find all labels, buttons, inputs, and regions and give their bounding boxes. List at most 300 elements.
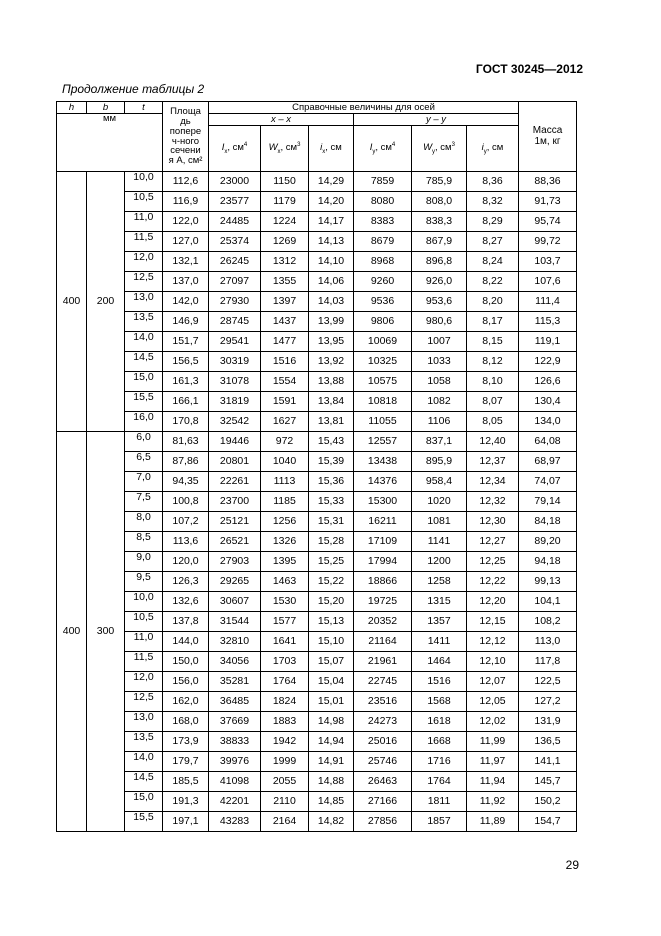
value-cell: 1106 bbox=[412, 412, 467, 432]
thickness-cell: 7,5 bbox=[125, 492, 163, 512]
value-cell: 1764 bbox=[412, 772, 467, 792]
value-cell: 1641 bbox=[261, 632, 309, 652]
thickness-cell: 14,0 bbox=[125, 752, 163, 772]
header-units: мм bbox=[57, 114, 163, 172]
value-cell: 23516 bbox=[354, 692, 412, 712]
value-cell: 31819 bbox=[209, 392, 261, 412]
value-cell: 8,29 bbox=[467, 212, 519, 232]
thickness-cell: 11,0 bbox=[125, 632, 163, 652]
value-cell: 29265 bbox=[209, 572, 261, 592]
value-cell: 2055 bbox=[261, 772, 309, 792]
table-row bbox=[57, 172, 577, 192]
value-cell: 972 bbox=[261, 432, 309, 452]
value-cell: 13,84 bbox=[309, 392, 354, 412]
thickness-cell: 10,0 bbox=[125, 592, 163, 612]
table-row bbox=[57, 292, 577, 312]
value-cell: 1326 bbox=[261, 532, 309, 552]
table-caption: Продолжение таблицы 2 bbox=[62, 82, 205, 96]
table-row bbox=[57, 792, 577, 812]
value-cell: 26521 bbox=[209, 532, 261, 552]
value-cell: 1397 bbox=[261, 292, 309, 312]
value-cell: 14,91 bbox=[309, 752, 354, 772]
value-cell: 12,15 bbox=[467, 612, 519, 632]
table-row bbox=[57, 332, 577, 352]
value-cell: 27903 bbox=[209, 552, 261, 572]
value-cell: 122,5 bbox=[519, 672, 577, 692]
value-cell: 1185 bbox=[261, 492, 309, 512]
thickness-cell: 8,0 bbox=[125, 512, 163, 532]
value-cell: 1224 bbox=[261, 212, 309, 232]
value-cell: 26245 bbox=[209, 252, 261, 272]
value-cell: 122,0 bbox=[163, 212, 209, 232]
value-cell: 1942 bbox=[261, 732, 309, 752]
value-cell: 127,0 bbox=[163, 232, 209, 252]
value-cell: 2110 bbox=[261, 792, 309, 812]
value-cell: 958,4 bbox=[412, 472, 467, 492]
value-cell: 1315 bbox=[412, 592, 467, 612]
value-cell: 1999 bbox=[261, 752, 309, 772]
value-cell: 10818 bbox=[354, 392, 412, 412]
value-cell: 25374 bbox=[209, 232, 261, 252]
header-axis-x: x – x bbox=[209, 114, 354, 126]
value-cell: 10325 bbox=[354, 352, 412, 372]
value-cell: 27166 bbox=[354, 792, 412, 812]
value-cell: 14,03 bbox=[309, 292, 354, 312]
value-cell: 13,92 bbox=[309, 352, 354, 372]
table-row bbox=[57, 652, 577, 672]
value-cell: 8,15 bbox=[467, 332, 519, 352]
value-cell: 980,6 bbox=[412, 312, 467, 332]
table-block-400x200 bbox=[57, 172, 577, 432]
value-cell: 32542 bbox=[209, 412, 261, 432]
value-cell: 104,1 bbox=[519, 592, 577, 612]
value-cell: 29541 bbox=[209, 332, 261, 352]
value-cell: 15,13 bbox=[309, 612, 354, 632]
thickness-cell: 12,5 bbox=[125, 692, 163, 712]
table-row bbox=[57, 712, 577, 732]
value-cell: 15,04 bbox=[309, 672, 354, 692]
value-cell: 30607 bbox=[209, 592, 261, 612]
value-cell: 15,01 bbox=[309, 692, 354, 712]
value-cell: 89,20 bbox=[519, 532, 577, 552]
thickness-cell: 12,0 bbox=[125, 672, 163, 692]
value-cell: 14,98 bbox=[309, 712, 354, 732]
value-cell: 19446 bbox=[209, 432, 261, 452]
thickness-cell: 11,5 bbox=[125, 652, 163, 672]
value-cell: 8,17 bbox=[467, 312, 519, 332]
value-cell: 1764 bbox=[261, 672, 309, 692]
value-cell: 166,1 bbox=[163, 392, 209, 412]
value-cell: 1618 bbox=[412, 712, 467, 732]
table-row bbox=[57, 352, 577, 372]
value-cell: 108,2 bbox=[519, 612, 577, 632]
value-cell: 150,0 bbox=[163, 652, 209, 672]
header-axis-y: y – y bbox=[354, 114, 519, 126]
value-cell: 1081 bbox=[412, 512, 467, 532]
value-cell: 34056 bbox=[209, 652, 261, 672]
value-cell: 37669 bbox=[209, 712, 261, 732]
value-cell: 14,06 bbox=[309, 272, 354, 292]
value-cell: 12,12 bbox=[467, 632, 519, 652]
value-cell: 12,07 bbox=[467, 672, 519, 692]
value-cell: 926,0 bbox=[412, 272, 467, 292]
table-row bbox=[57, 452, 577, 472]
value-cell: 8,05 bbox=[467, 412, 519, 432]
table-row bbox=[57, 812, 577, 832]
value-cell: 785,9 bbox=[412, 172, 467, 192]
value-cell: 43283 bbox=[209, 812, 261, 832]
value-cell: 12557 bbox=[354, 432, 412, 452]
value-cell: 23700 bbox=[209, 492, 261, 512]
value-cell: 91,73 bbox=[519, 192, 577, 212]
table-row bbox=[57, 692, 577, 712]
value-cell: 12,40 bbox=[467, 432, 519, 452]
value-cell: 15,20 bbox=[309, 592, 354, 612]
value-cell: 179,7 bbox=[163, 752, 209, 772]
value-cell: 154,7 bbox=[519, 812, 577, 832]
thickness-cell: 11,5 bbox=[125, 232, 163, 252]
value-cell: 27856 bbox=[354, 812, 412, 832]
table-row bbox=[57, 512, 577, 532]
header-area: Площа дь попере ч-ного сечени я A, см² bbox=[163, 102, 209, 172]
value-cell: 11,99 bbox=[467, 732, 519, 752]
value-cell: 15,28 bbox=[309, 532, 354, 552]
value-cell: 2164 bbox=[261, 812, 309, 832]
value-cell: 173,9 bbox=[163, 732, 209, 752]
value-cell: 1811 bbox=[412, 792, 467, 812]
value-cell: 953,6 bbox=[412, 292, 467, 312]
value-cell: 1058 bbox=[412, 372, 467, 392]
value-cell: 14,13 bbox=[309, 232, 354, 252]
value-cell: 42201 bbox=[209, 792, 261, 812]
value-cell: 41098 bbox=[209, 772, 261, 792]
thickness-cell: 10,0 bbox=[125, 172, 163, 192]
value-cell: 8383 bbox=[354, 212, 412, 232]
table-row bbox=[57, 552, 577, 572]
value-cell: 156,0 bbox=[163, 672, 209, 692]
value-cell: 13,88 bbox=[309, 372, 354, 392]
value-cell: 99,13 bbox=[519, 572, 577, 592]
value-cell: 1411 bbox=[412, 632, 467, 652]
thickness-cell: 15,0 bbox=[125, 792, 163, 812]
value-cell: 11055 bbox=[354, 412, 412, 432]
value-cell: 12,37 bbox=[467, 452, 519, 472]
value-cell: 1437 bbox=[261, 312, 309, 332]
value-cell: 119,1 bbox=[519, 332, 577, 352]
value-cell: 146,9 bbox=[163, 312, 209, 332]
value-cell: 1395 bbox=[261, 552, 309, 572]
value-cell: 168,0 bbox=[163, 712, 209, 732]
value-cell: 1824 bbox=[261, 692, 309, 712]
value-cell: 9806 bbox=[354, 312, 412, 332]
value-cell: 94,35 bbox=[163, 472, 209, 492]
value-cell: 14376 bbox=[354, 472, 412, 492]
value-cell: 15,43 bbox=[309, 432, 354, 452]
value-cell: 111,4 bbox=[519, 292, 577, 312]
value-cell: 87,86 bbox=[163, 452, 209, 472]
value-cell: 12,34 bbox=[467, 472, 519, 492]
group-b-value: 300 bbox=[87, 432, 125, 832]
table-row bbox=[57, 192, 577, 212]
value-cell: 8,27 bbox=[467, 232, 519, 252]
value-cell: 22261 bbox=[209, 472, 261, 492]
value-cell: 197,1 bbox=[163, 812, 209, 832]
table-row bbox=[57, 752, 577, 772]
value-cell: 12,05 bbox=[467, 692, 519, 712]
value-cell: 1703 bbox=[261, 652, 309, 672]
value-cell: 14,85 bbox=[309, 792, 354, 812]
value-cell: 150,2 bbox=[519, 792, 577, 812]
value-cell: 15,31 bbox=[309, 512, 354, 532]
value-cell: 11,92 bbox=[467, 792, 519, 812]
value-cell: 1179 bbox=[261, 192, 309, 212]
value-cell: 14,20 bbox=[309, 192, 354, 212]
value-cell: 28745 bbox=[209, 312, 261, 332]
value-cell: 8,20 bbox=[467, 292, 519, 312]
thickness-cell: 14,0 bbox=[125, 332, 163, 352]
value-cell: 84,18 bbox=[519, 512, 577, 532]
value-cell: 1033 bbox=[412, 352, 467, 372]
value-cell: 8,22 bbox=[467, 272, 519, 292]
table-block-400x300 bbox=[57, 432, 577, 832]
value-cell: 12,02 bbox=[467, 712, 519, 732]
value-cell: 11,97 bbox=[467, 752, 519, 772]
value-cell: 170,8 bbox=[163, 412, 209, 432]
thickness-cell: 12,5 bbox=[125, 272, 163, 292]
table-row bbox=[57, 232, 577, 252]
value-cell: 126,6 bbox=[519, 372, 577, 392]
value-cell: 16211 bbox=[354, 512, 412, 532]
table-row bbox=[57, 312, 577, 332]
thickness-cell: 10,5 bbox=[125, 192, 163, 212]
group-h-value: 400 bbox=[57, 432, 87, 832]
value-cell: 17994 bbox=[354, 552, 412, 572]
value-cell: 1668 bbox=[412, 732, 467, 752]
value-cell: 14,88 bbox=[309, 772, 354, 792]
table-row bbox=[57, 592, 577, 612]
value-cell: 24485 bbox=[209, 212, 261, 232]
value-cell: 1857 bbox=[412, 812, 467, 832]
value-cell: 21164 bbox=[354, 632, 412, 652]
value-cell: 8080 bbox=[354, 192, 412, 212]
table-row bbox=[57, 412, 577, 432]
value-cell: 12,25 bbox=[467, 552, 519, 572]
value-cell: 1477 bbox=[261, 332, 309, 352]
value-cell: 112,6 bbox=[163, 172, 209, 192]
value-cell: 12,27 bbox=[467, 532, 519, 552]
value-cell: 1141 bbox=[412, 532, 467, 552]
table-row bbox=[57, 612, 577, 632]
value-cell: 134,0 bbox=[519, 412, 577, 432]
value-cell: 8,24 bbox=[467, 252, 519, 272]
header-reference-values: Справочные величины для осей bbox=[209, 102, 519, 114]
value-cell: 8,07 bbox=[467, 392, 519, 412]
value-cell: 25746 bbox=[354, 752, 412, 772]
value-cell: 896,8 bbox=[412, 252, 467, 272]
value-cell: 81,63 bbox=[163, 432, 209, 452]
value-cell: 8,12 bbox=[467, 352, 519, 372]
value-cell: 23577 bbox=[209, 192, 261, 212]
value-cell: 27930 bbox=[209, 292, 261, 312]
value-cell: 15,36 bbox=[309, 472, 354, 492]
value-cell: 8,36 bbox=[467, 172, 519, 192]
value-cell: 144,0 bbox=[163, 632, 209, 652]
thickness-cell: 8,5 bbox=[125, 532, 163, 552]
value-cell: 13438 bbox=[354, 452, 412, 472]
value-cell: 1716 bbox=[412, 752, 467, 772]
table-row bbox=[57, 492, 577, 512]
value-cell: 10069 bbox=[354, 332, 412, 352]
value-cell: 24273 bbox=[354, 712, 412, 732]
value-cell: 131,9 bbox=[519, 712, 577, 732]
value-cell: 64,08 bbox=[519, 432, 577, 452]
table-row bbox=[57, 672, 577, 692]
value-cell: 31544 bbox=[209, 612, 261, 632]
header-b: b bbox=[87, 102, 125, 114]
value-cell: 1200 bbox=[412, 552, 467, 572]
value-cell: 1464 bbox=[412, 652, 467, 672]
header-h: h bbox=[57, 102, 87, 114]
table-row bbox=[57, 272, 577, 292]
value-cell: 15,33 bbox=[309, 492, 354, 512]
value-cell: 12,20 bbox=[467, 592, 519, 612]
value-cell: 68,97 bbox=[519, 452, 577, 472]
value-cell: 32810 bbox=[209, 632, 261, 652]
value-cell: 11,94 bbox=[467, 772, 519, 792]
value-cell: 145,7 bbox=[519, 772, 577, 792]
value-cell: 22745 bbox=[354, 672, 412, 692]
value-cell: 19725 bbox=[354, 592, 412, 612]
value-cell: 1568 bbox=[412, 692, 467, 712]
table-row bbox=[57, 252, 577, 272]
thickness-cell: 6,5 bbox=[125, 452, 163, 472]
value-cell: 20352 bbox=[354, 612, 412, 632]
thickness-cell: 9,5 bbox=[125, 572, 163, 592]
value-cell: 151,7 bbox=[163, 332, 209, 352]
value-cell: 117,8 bbox=[519, 652, 577, 672]
value-cell: 113,6 bbox=[163, 532, 209, 552]
value-cell: 162,0 bbox=[163, 692, 209, 712]
value-cell: 141,1 bbox=[519, 752, 577, 772]
value-cell: 36485 bbox=[209, 692, 261, 712]
value-cell: 116,9 bbox=[163, 192, 209, 212]
document-code: ГОСТ 30245—2012 bbox=[475, 62, 583, 76]
value-cell: 156,5 bbox=[163, 352, 209, 372]
table-row bbox=[57, 212, 577, 232]
page-number: 29 bbox=[565, 858, 579, 872]
thickness-cell: 10,5 bbox=[125, 612, 163, 632]
value-cell: 21961 bbox=[354, 652, 412, 672]
thickness-cell: 13,5 bbox=[125, 312, 163, 332]
value-cell: 1463 bbox=[261, 572, 309, 592]
table-row bbox=[57, 572, 577, 592]
value-cell: 14,82 bbox=[309, 812, 354, 832]
value-cell: 107,6 bbox=[519, 272, 577, 292]
value-cell: 18866 bbox=[354, 572, 412, 592]
thickness-cell: 11,0 bbox=[125, 212, 163, 232]
header-Ix: $I_x$, $см^4$ bbox=[209, 126, 261, 172]
value-cell: 15,10 bbox=[309, 632, 354, 652]
value-cell: 15,25 bbox=[309, 552, 354, 572]
table-row bbox=[57, 392, 577, 412]
thickness-cell: 9,0 bbox=[125, 552, 163, 572]
table-row bbox=[57, 372, 577, 392]
value-cell: 132,1 bbox=[163, 252, 209, 272]
value-cell: 1516 bbox=[412, 672, 467, 692]
value-cell: 126,3 bbox=[163, 572, 209, 592]
value-cell: 10575 bbox=[354, 372, 412, 392]
value-cell: 8,10 bbox=[467, 372, 519, 392]
value-cell: 1357 bbox=[412, 612, 467, 632]
value-cell: 113,0 bbox=[519, 632, 577, 652]
value-cell: 12,32 bbox=[467, 492, 519, 512]
value-cell: 15,07 bbox=[309, 652, 354, 672]
value-cell: 15300 bbox=[354, 492, 412, 512]
value-cell: 107,2 bbox=[163, 512, 209, 532]
value-cell: 1040 bbox=[261, 452, 309, 472]
value-cell: 95,74 bbox=[519, 212, 577, 232]
value-cell: 25016 bbox=[354, 732, 412, 752]
value-cell: 1113 bbox=[261, 472, 309, 492]
value-cell: 26463 bbox=[354, 772, 412, 792]
group-b-value: 200 bbox=[87, 172, 125, 432]
value-cell: 1312 bbox=[261, 252, 309, 272]
thickness-cell: 13,0 bbox=[125, 292, 163, 312]
value-cell: 1355 bbox=[261, 272, 309, 292]
header-Wy: $W_y$, $см^3$ bbox=[412, 126, 467, 172]
value-cell: 35281 bbox=[209, 672, 261, 692]
value-cell: 31078 bbox=[209, 372, 261, 392]
value-cell: 8679 bbox=[354, 232, 412, 252]
value-cell: 79,14 bbox=[519, 492, 577, 512]
value-cell: 30319 bbox=[209, 352, 261, 372]
value-cell: 136,5 bbox=[519, 732, 577, 752]
thickness-cell: 13,0 bbox=[125, 712, 163, 732]
table-row bbox=[57, 472, 577, 492]
value-cell: 1883 bbox=[261, 712, 309, 732]
value-cell: 99,72 bbox=[519, 232, 577, 252]
value-cell: 115,3 bbox=[519, 312, 577, 332]
header-mass: Масса 1м, кг bbox=[519, 102, 577, 172]
value-cell: 14,94 bbox=[309, 732, 354, 752]
value-cell: 1007 bbox=[412, 332, 467, 352]
value-cell: 12,10 bbox=[467, 652, 519, 672]
value-cell: 103,7 bbox=[519, 252, 577, 272]
value-cell: 1020 bbox=[412, 492, 467, 512]
value-cell: 14,17 bbox=[309, 212, 354, 232]
value-cell: 88,36 bbox=[519, 172, 577, 192]
table-row bbox=[57, 732, 577, 752]
value-cell: 13,81 bbox=[309, 412, 354, 432]
value-cell: 13,95 bbox=[309, 332, 354, 352]
table-row bbox=[57, 432, 577, 452]
value-cell: 12,22 bbox=[467, 572, 519, 592]
table-row bbox=[57, 632, 577, 652]
value-cell: 11,89 bbox=[467, 812, 519, 832]
value-cell: 1150 bbox=[261, 172, 309, 192]
value-cell: 8,32 bbox=[467, 192, 519, 212]
value-cell: 9536 bbox=[354, 292, 412, 312]
table-header bbox=[57, 102, 577, 172]
table-row bbox=[57, 772, 577, 792]
value-cell: 895,9 bbox=[412, 452, 467, 472]
thickness-cell: 13,5 bbox=[125, 732, 163, 752]
value-cell: 1082 bbox=[412, 392, 467, 412]
value-cell: 9260 bbox=[354, 272, 412, 292]
value-cell: 1554 bbox=[261, 372, 309, 392]
thickness-cell: 12,0 bbox=[125, 252, 163, 272]
thickness-cell: 15,5 bbox=[125, 392, 163, 412]
